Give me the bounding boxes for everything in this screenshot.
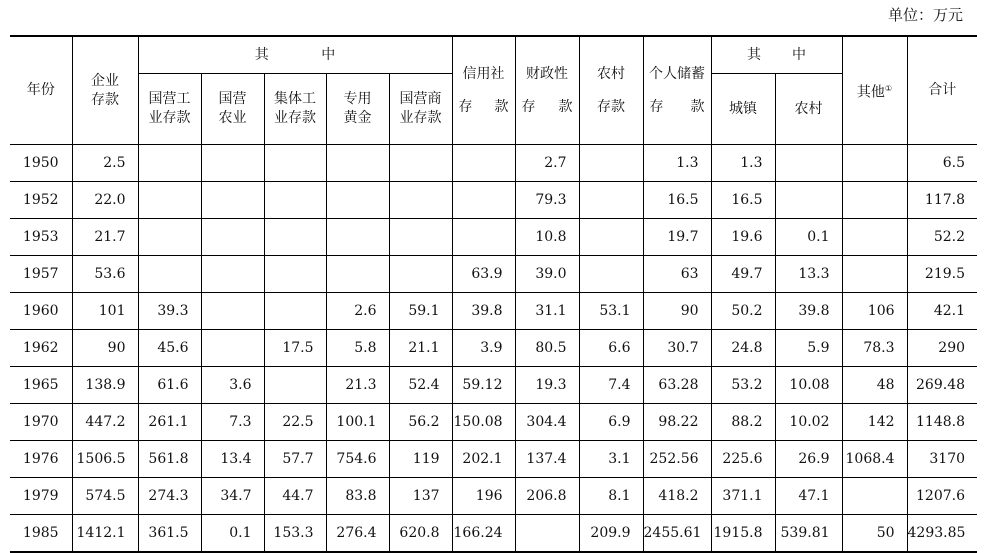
header-fiscal-kuan: 款 <box>558 98 573 115</box>
cell-special-gold <box>326 145 389 182</box>
header-enterprise-line2: 存款 <box>91 91 119 108</box>
cell-fiscal <box>515 515 579 553</box>
cell-state-industry: 561.8 <box>138 441 201 478</box>
cell-total: 52.2 <box>907 219 977 256</box>
cell-state-industry: 39.3 <box>138 293 201 330</box>
cell-rural: 6.6 <box>579 330 643 367</box>
cell-other: 142 <box>842 404 907 441</box>
header-total: 合计 <box>907 36 977 145</box>
cell-other <box>842 145 907 182</box>
cell-state-agriculture: 34.7 <box>201 478 264 515</box>
header-sub-3-line1: 集体工 <box>274 91 316 107</box>
header-credit-coop-kuan: 款 <box>494 98 509 115</box>
table-row <box>10 293 977 330</box>
cell-credit-coop: 202.1 <box>452 441 515 478</box>
cell-year: 1970 <box>10 404 72 441</box>
header-personal-line1: 个人储蓄 <box>649 65 706 82</box>
cell-enterprise: 90 <box>72 330 138 367</box>
cell-personal: 2455.61 <box>643 515 711 553</box>
cell-state-commerce: 52.4 <box>389 367 452 404</box>
cell-collective-industry <box>264 219 326 256</box>
header-sub-2 <box>201 74 264 145</box>
cell-state-agriculture <box>201 330 264 367</box>
cell-town: 49.7 <box>711 256 775 293</box>
cell-collective-industry: 153.3 <box>264 515 326 553</box>
cell-year: 1950 <box>10 145 72 182</box>
cell-personal: 418.2 <box>643 478 711 515</box>
table-row <box>10 478 977 515</box>
cell-state-industry: 61.6 <box>138 367 201 404</box>
header-sub-3 <box>264 74 326 145</box>
table-row <box>10 182 977 219</box>
cell-rural: 8.1 <box>579 478 643 515</box>
cell-state-agriculture <box>201 256 264 293</box>
cell-personal: 98.22 <box>643 404 711 441</box>
cell-fiscal: 39.0 <box>515 256 579 293</box>
cell-state-agriculture: 13.4 <box>201 441 264 478</box>
cell-fiscal: 304.4 <box>515 404 579 441</box>
cell-credit-coop: 150.08 <box>452 404 515 441</box>
cell-special-gold <box>326 182 389 219</box>
header-other-label: 其他 <box>856 84 885 101</box>
header-enterprise <box>72 36 138 145</box>
table-row <box>10 256 977 293</box>
cell-special-gold: 83.8 <box>326 478 389 515</box>
cell-other <box>842 256 907 293</box>
header-sub-5 <box>389 74 452 145</box>
cell-special-gold <box>326 219 389 256</box>
deposit-table <box>10 35 977 553</box>
table-row <box>10 367 977 404</box>
header-sub-1-line1: 国营工 <box>148 91 191 107</box>
header-personal-kuan: 款 <box>690 98 705 115</box>
cell-rural: 53.1 <box>579 293 643 330</box>
cell-credit-coop: 59.12 <box>452 367 515 404</box>
cell-village: 13.3 <box>775 256 842 293</box>
cell-village: 10.08 <box>775 367 842 404</box>
cell-state-industry <box>138 219 201 256</box>
cell-village: 539.81 <box>775 515 842 553</box>
header-year: 年份 <box>10 36 72 145</box>
cell-rural: 7.4 <box>579 367 643 404</box>
header-sub-4-line2: 黄金 <box>343 110 372 126</box>
cell-total: 290 <box>907 330 977 367</box>
cell-state-industry: 274.3 <box>138 478 201 515</box>
cell-personal: 63 <box>643 256 711 293</box>
cell-state-industry: 361.5 <box>138 515 201 553</box>
cell-collective-industry <box>264 367 326 404</box>
cell-state-industry: 261.1 <box>138 404 201 441</box>
cell-fiscal: 19.3 <box>515 367 579 404</box>
cell-other <box>842 219 907 256</box>
cell-collective-industry: 44.7 <box>264 478 326 515</box>
cell-other: 48 <box>842 367 907 404</box>
header-qizhong-left-1: 其 <box>254 46 269 63</box>
header-qizhong-left <box>138 36 452 74</box>
cell-rural: 6.9 <box>579 404 643 441</box>
cell-rural <box>579 219 643 256</box>
cell-collective-industry: 17.5 <box>264 330 326 367</box>
header-sub-3-line2: 业存款 <box>274 110 316 126</box>
cell-state-industry <box>138 145 201 182</box>
cell-credit-coop <box>452 219 515 256</box>
header-qizhong-right-1: 其 <box>747 46 762 63</box>
cell-rural <box>579 182 643 219</box>
cell-credit-coop <box>452 145 515 182</box>
cell-total: 1207.6 <box>907 478 977 515</box>
cell-state-agriculture <box>201 182 264 219</box>
cell-enterprise: 2.5 <box>72 145 138 182</box>
cell-enterprise: 574.5 <box>72 478 138 515</box>
cell-special-gold: 2.6 <box>326 293 389 330</box>
header-town: 城镇 <box>711 74 775 145</box>
cell-year: 1960 <box>10 293 72 330</box>
table-header <box>10 36 977 145</box>
cell-credit-coop: 3.9 <box>452 330 515 367</box>
cell-state-commerce <box>389 256 452 293</box>
cell-enterprise: 22.0 <box>72 182 138 219</box>
cell-special-gold: 21.3 <box>326 367 389 404</box>
cell-rural <box>579 145 643 182</box>
cell-state-agriculture <box>201 219 264 256</box>
cell-personal: 90 <box>643 293 711 330</box>
cell-credit-coop: 39.8 <box>452 293 515 330</box>
cell-enterprise: 53.6 <box>72 256 138 293</box>
header-rural-line2: 存款 <box>597 98 626 115</box>
table-row <box>10 515 977 553</box>
cell-collective-industry: 22.5 <box>264 404 326 441</box>
header-rural <box>579 36 643 145</box>
cell-special-gold: 276.4 <box>326 515 389 553</box>
header-qizhong-right-2: 中 <box>792 46 807 63</box>
cell-personal: 1.3 <box>643 145 711 182</box>
cell-year: 1957 <box>10 256 72 293</box>
cell-state-commerce: 620.8 <box>389 515 452 553</box>
cell-enterprise: 1506.5 <box>72 441 138 478</box>
cell-year: 1965 <box>10 367 72 404</box>
cell-total: 219.5 <box>907 256 977 293</box>
header-qizhong-left-2: 中 <box>321 46 336 63</box>
header-qizhong-right <box>711 36 842 74</box>
header-sub-1-line2: 业存款 <box>148 110 191 126</box>
cell-fiscal: 2.7 <box>515 145 579 182</box>
cell-village <box>775 145 842 182</box>
cell-collective-industry <box>264 145 326 182</box>
cell-collective-industry <box>264 256 326 293</box>
header-sub-2-line2: 农业 <box>218 110 247 126</box>
header-credit-coop-cun: 存 <box>458 98 473 115</box>
header-fiscal-cun: 存 <box>521 98 536 115</box>
cell-credit-coop <box>452 182 515 219</box>
cell-other: 1068.4 <box>842 441 907 478</box>
cell-village: 5.9 <box>775 330 842 367</box>
header-village: 农村 <box>775 74 842 145</box>
cell-town: 53.2 <box>711 367 775 404</box>
cell-enterprise: 21.7 <box>72 219 138 256</box>
table-row <box>10 145 977 182</box>
header-other-note: ① <box>884 83 893 93</box>
header-sub-4-line1: 专用 <box>343 91 372 107</box>
header-enterprise-line1: 企业 <box>91 72 119 89</box>
cell-personal: 19.7 <box>643 219 711 256</box>
cell-other <box>842 478 907 515</box>
cell-other <box>842 182 907 219</box>
cell-state-agriculture: 7.3 <box>201 404 264 441</box>
cell-village <box>775 182 842 219</box>
cell-state-commerce: 59.1 <box>389 293 452 330</box>
cell-total: 117.8 <box>907 182 977 219</box>
cell-special-gold: 5.8 <box>326 330 389 367</box>
cell-state-commerce: 21.1 <box>389 330 452 367</box>
cell-fiscal: 80.5 <box>515 330 579 367</box>
cell-state-agriculture: 3.6 <box>201 367 264 404</box>
cell-village: 0.1 <box>775 219 842 256</box>
header-personal <box>643 36 711 145</box>
cell-town: 225.6 <box>711 441 775 478</box>
cell-rural: 209.9 <box>579 515 643 553</box>
cell-enterprise: 1412.1 <box>72 515 138 553</box>
header-credit-coop-line1: 信用社 <box>462 65 505 82</box>
cell-credit-coop: 166.24 <box>452 515 515 553</box>
cell-state-commerce <box>389 219 452 256</box>
cell-year: 1979 <box>10 478 72 515</box>
cell-state-commerce: 56.2 <box>389 404 452 441</box>
cell-fiscal: 31.1 <box>515 293 579 330</box>
cell-year: 1952 <box>10 182 72 219</box>
cell-credit-coop: 63.9 <box>452 256 515 293</box>
cell-personal: 30.7 <box>643 330 711 367</box>
header-rural-line1: 农村 <box>597 65 626 82</box>
cell-collective-industry: 57.7 <box>264 441 326 478</box>
cell-fiscal: 79.3 <box>515 182 579 219</box>
header-credit-coop <box>452 36 515 145</box>
cell-town: 88.2 <box>711 404 775 441</box>
cell-village: 39.8 <box>775 293 842 330</box>
cell-other: 106 <box>842 293 907 330</box>
cell-state-agriculture: 0.1 <box>201 515 264 553</box>
cell-village: 47.1 <box>775 478 842 515</box>
cell-state-commerce <box>389 145 452 182</box>
cell-village: 10.02 <box>775 404 842 441</box>
cell-total: 269.48 <box>907 367 977 404</box>
cell-state-agriculture <box>201 293 264 330</box>
cell-enterprise: 101 <box>72 293 138 330</box>
cell-total: 1148.8 <box>907 404 977 441</box>
table-row <box>10 404 977 441</box>
cell-state-industry <box>138 256 201 293</box>
header-sub-5-line1: 国营商 <box>399 91 442 107</box>
cell-personal: 63.28 <box>643 367 711 404</box>
cell-state-commerce: 137 <box>389 478 452 515</box>
cell-enterprise: 138.9 <box>72 367 138 404</box>
cell-special-gold <box>326 256 389 293</box>
header-fiscal <box>515 36 579 145</box>
cell-town: 19.6 <box>711 219 775 256</box>
cell-personal: 16.5 <box>643 182 711 219</box>
cell-other: 50 <box>842 515 907 553</box>
cell-credit-coop: 196 <box>452 478 515 515</box>
header-sub-5-line2: 业存款 <box>399 110 442 126</box>
cell-town: 50.2 <box>711 293 775 330</box>
cell-fiscal: 10.8 <box>515 219 579 256</box>
table-row <box>10 330 977 367</box>
cell-special-gold: 100.1 <box>326 404 389 441</box>
cell-other: 78.3 <box>842 330 907 367</box>
cell-fiscal: 137.4 <box>515 441 579 478</box>
cell-village: 26.9 <box>775 441 842 478</box>
cell-year: 1976 <box>10 441 72 478</box>
header-personal-cun: 存 <box>649 98 664 115</box>
cell-year: 1985 <box>10 515 72 553</box>
cell-town: 16.5 <box>711 182 775 219</box>
cell-personal: 252.56 <box>643 441 711 478</box>
cell-enterprise: 447.2 <box>72 404 138 441</box>
cell-rural <box>579 256 643 293</box>
cell-total: 42.1 <box>907 293 977 330</box>
cell-fiscal: 206.8 <box>515 478 579 515</box>
cell-special-gold: 754.6 <box>326 441 389 478</box>
header-sub-4 <box>326 74 389 145</box>
header-fiscal-line1: 财政性 <box>526 65 569 82</box>
cell-total: 6.5 <box>907 145 977 182</box>
cell-town: 371.1 <box>711 478 775 515</box>
cell-state-industry: 45.6 <box>138 330 201 367</box>
cell-state-industry <box>138 182 201 219</box>
cell-state-agriculture <box>201 145 264 182</box>
unit-label: 单位：万元 <box>887 6 963 24</box>
cell-town: 1.3 <box>711 145 775 182</box>
cell-state-commerce: 119 <box>389 441 452 478</box>
header-other <box>842 36 907 145</box>
table-body <box>10 145 977 553</box>
cell-year: 1962 <box>10 330 72 367</box>
cell-total: 3170 <box>907 441 977 478</box>
cell-year: 1953 <box>10 219 72 256</box>
cell-town: 24.8 <box>711 330 775 367</box>
cell-collective-industry <box>264 182 326 219</box>
header-sub-2-line1: 国营 <box>218 91 247 107</box>
cell-state-commerce <box>389 182 452 219</box>
table-row <box>10 219 977 256</box>
cell-collective-industry <box>264 293 326 330</box>
cell-total: 4293.85 <box>907 515 977 553</box>
header-sub-1 <box>138 74 201 145</box>
cell-rural: 3.1 <box>579 441 643 478</box>
cell-town: 1915.8 <box>711 515 775 553</box>
table-row <box>10 441 977 478</box>
